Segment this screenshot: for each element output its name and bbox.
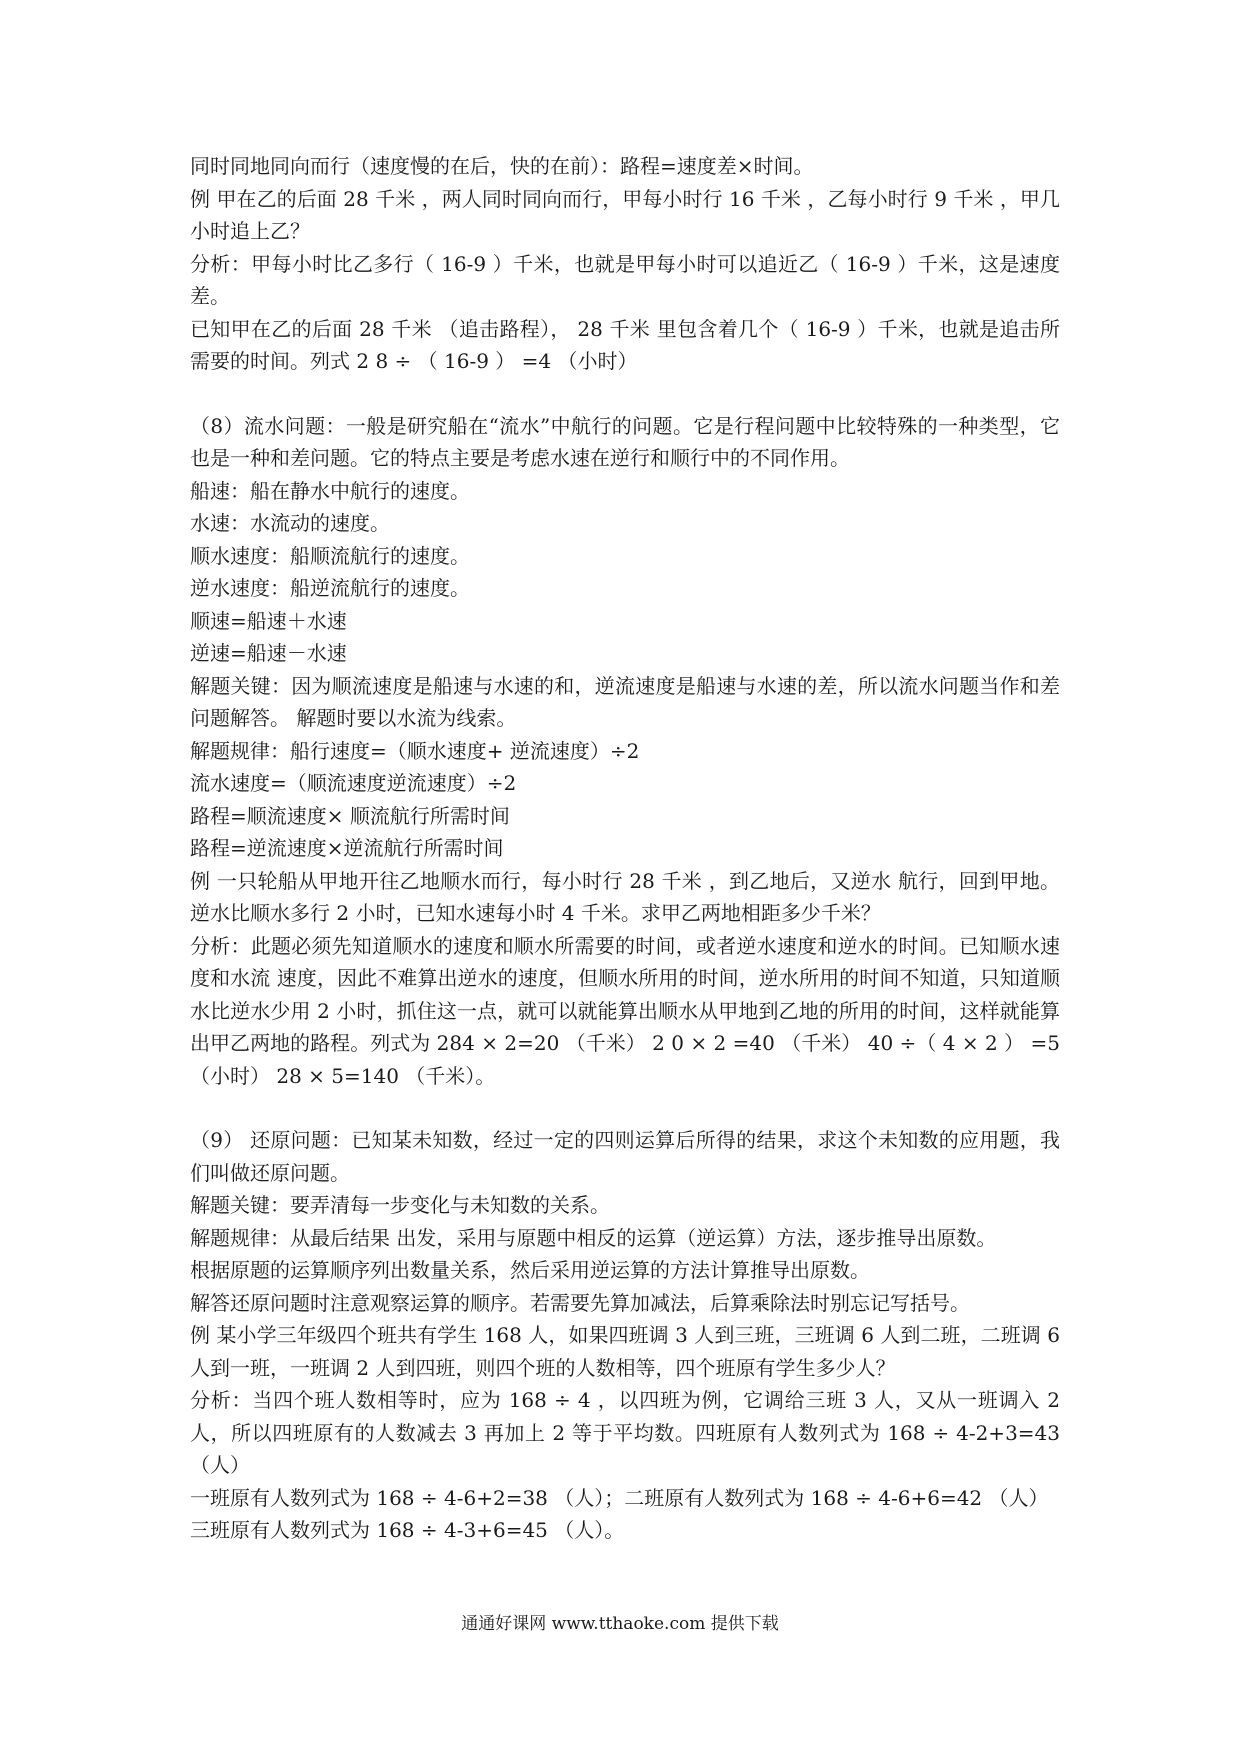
restore-calc-class3: 三班原有人数列式为 168 ÷ 4-3+6=45 （人）。 (190, 1518, 625, 1542)
flow-def-boat-speed: 船速：船在静水中航行的速度。 (190, 478, 470, 503)
pursuit-example: 例 甲在乙的后面 28 千米 ，两人同时同向而行，甲每小时行 16 千米 ，乙每小时行 9 千米 ，甲几小时追上乙？ (190, 186, 1060, 243)
section-gap (190, 1092, 1060, 1124)
restore-rule-2: 根据原题的运算顺序列出数量关系，然后采用逆运算的方法计算推导出原数。 (190, 1258, 870, 1282)
restore-intro: （9） 还原问题：已知某未知数，经过一定的四则运算后所得的结果，求这个未知数的应用题，我们叫做还原问题。 (190, 1128, 1060, 1185)
flow-formula-up: 逆速=船速－水速 (190, 641, 347, 665)
page-footer: 通通好课网 www.tthaoke.com 提供下载 (461, 1614, 779, 1634)
flow-analysis: 分析：此题必须先知道顺水的速度和顺水所需要的时间，或者逆水速度和逆水的时间。已知顺水速度和水流 速度，因此不难算出逆水的速度，但顺水所用的时间，逆水所用的时间不知道，只知道顺水比逆水少用 2 小时，抓住这一点，就可以就能算出顺水从甲地到乙地的所用的时间，这样就能算出甲乙两地的路程。列式为 284 × 2=20 （千米） 2 0 × 2 =40 （千米） 40 ÷（ 4 × 2 ） =5 （小时） 28 × 5=140 （千米）。 (190, 933, 1060, 1088)
document-body (190, 150, 1060, 1547)
flow-def-upstream: 逆水速度：船逆流航行的速度。 (190, 576, 470, 600)
section-gap (190, 378, 1060, 410)
pursuit-analysis: 分析：甲每小时比乙多行（ 16-9 ）千米，也就是甲每小时可以追近乙（ 16-9 ）千米，这是速度差。 (190, 251, 1060, 308)
flow-def-water-speed: 水速：水流动的速度。 (190, 511, 390, 535)
flow-intro: （8）流水问题：一般是研究船在“流水”中航行的问题。它是行程问题中比较特殊的一种类型，它也是一种和差问题。它的特点主要是考虑水速在逆行和顺行中的不同作用。 (190, 413, 1060, 470)
restore-key: 解题关键：要弄清每一步变化与未知数的关系。 (190, 1193, 610, 1217)
flow-example: 例 一只轮船从甲地开往乙地顺水而行，每小时行 28 千米 ，到乙地后，又逆水 航行，回到甲地。逆水比顺水多行 2 小时，已知水速每小时 4 千米。求甲乙两地相距多少千米？ (190, 868, 1060, 925)
flow-formula-down: 顺速=船速＋水速 (190, 608, 347, 633)
pursuit-rule: 同时同地同向而行（速度慢的在后，快的在前）：路程=速度差×时间。 (190, 154, 814, 178)
flow-def-downstream: 顺水速度：船顺流航行的速度。 (190, 543, 470, 568)
flow-rule-distance-up: 路程=逆流速度×逆流航行所需时间 (190, 836, 504, 860)
restore-rule-1: 解题规律：从最后结果 出发，采用与原题中相反的运算（逆运算）方法，逐步推导出原数。 (190, 1225, 997, 1250)
restore-calc-class12: 一班原有人数列式为 168 ÷ 4-6+2=38 （人）；二班原有人数列式为 168 ÷ 4-6+6=42 （人） (190, 1485, 1049, 1510)
restore-analysis: 分析：当四个班人数相等时，应为 168 ÷ 4 ，以四班为例，它调给三班 3 人，又从一班调入 2 人，所以四班原有的人数减去 3 再加上 2 等于平均数。四班原有人数列式为 168 ÷ 4-2+3=43 （人） (190, 1388, 1060, 1477)
restore-example: 例 某小学三年级四个班共有学生 168 人，如果四班调 3 人到三班，三班调 6 人到二班，二班调 6 人到一班，一班调 2 人到四班，则四个班的人数相等，四个班原有学生多少人？ (190, 1323, 1060, 1380)
pursuit-solution: 已知甲在乙的后面 28 千米 （追击路程）， 28 千米 里包含着几个（ 16-9 ）千米，也就是追击所需要的时间。列式 2 8 ÷ （ 16-9 ） =4 （小时） (190, 316, 1060, 373)
flow-rule-distance-down: 路程=顺流速度× 顺流航行所需时间 (190, 803, 510, 828)
flow-rule-water: 流水速度=（顺流速度逆流速度）÷2 (190, 771, 517, 795)
restore-rule-3: 解答还原问题时注意观察运算的顺序。若需要先算加减法，后算乘除法时别忘记写括号。 (190, 1290, 970, 1315)
flow-key: 解题关键：因为顺流速度是船速与水速的和，逆流速度是船速与水速的差，所以流水问题当作和差问题解答。 解题时要以水流为线索。 (190, 673, 1060, 730)
flow-rule-boat: 解题规律：船行速度=（顺水速度+ 逆流速度）÷2 (190, 738, 640, 763)
